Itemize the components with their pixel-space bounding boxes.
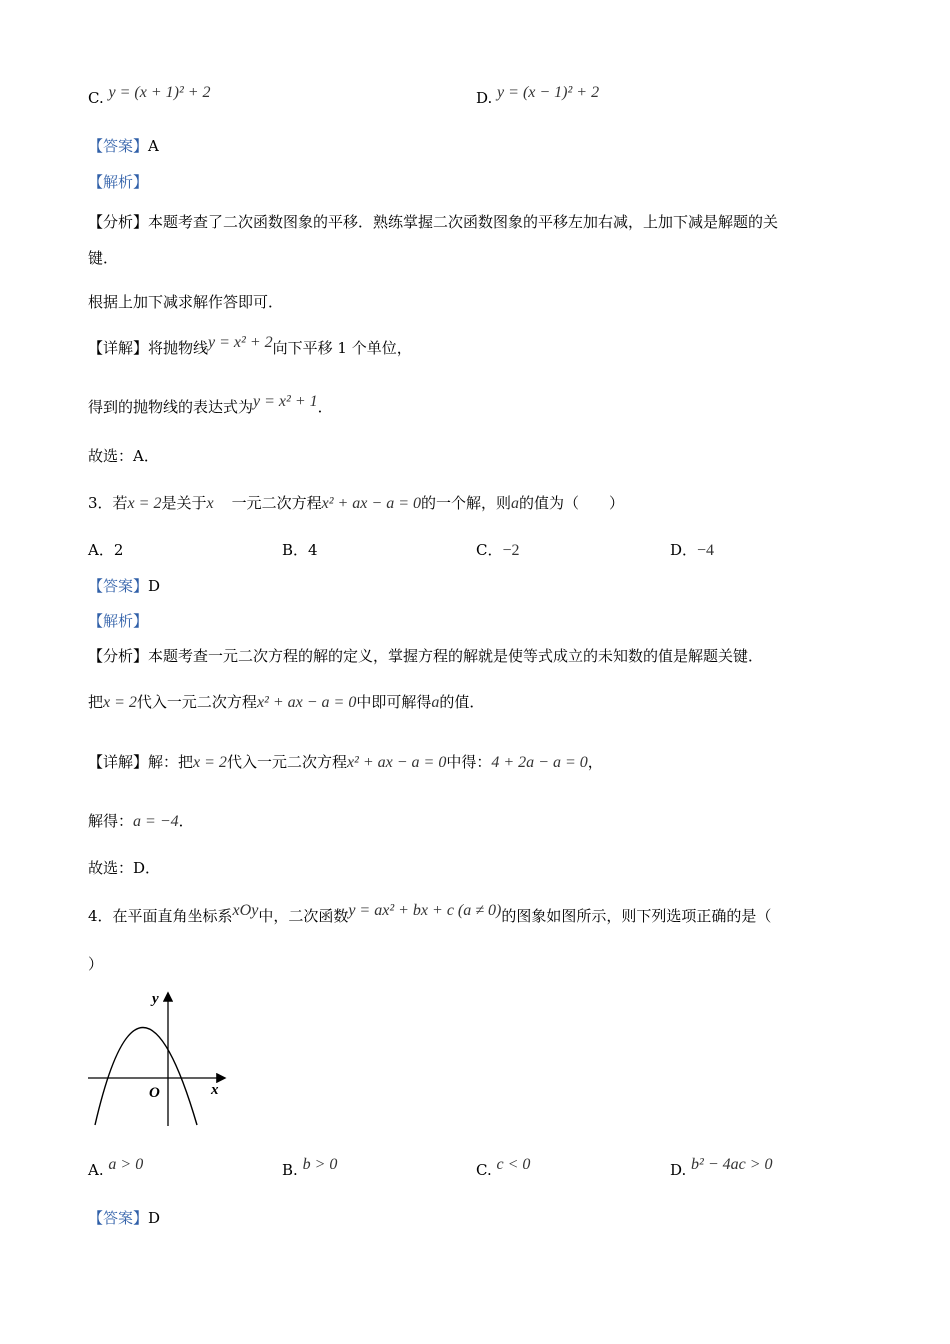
option-value: 4 bbox=[308, 541, 318, 559]
q2-answer bbox=[88, 136, 159, 156]
option-math: b² − 4ac > 0 bbox=[691, 1156, 773, 1173]
detail-text: 将抛物线 bbox=[148, 339, 209, 357]
q3-fenxi bbox=[88, 646, 763, 666]
stem-text: 中，二次函数 bbox=[258, 907, 349, 925]
q3-option-a bbox=[88, 540, 123, 560]
option-label: C. bbox=[88, 89, 104, 107]
analysis-tag: 【解析】 bbox=[88, 612, 149, 630]
q3-stem bbox=[88, 493, 624, 514]
q2-result bbox=[88, 393, 333, 418]
detail-math: y = x² + 2 bbox=[208, 334, 273, 351]
answer-value: D bbox=[148, 577, 161, 595]
detail-math: x = 2 bbox=[193, 754, 227, 771]
method-math: x = 2 bbox=[103, 694, 137, 711]
y-axis-label: y bbox=[152, 991, 159, 1007]
stem-math: a bbox=[511, 495, 519, 512]
x-axis-label: x bbox=[211, 1082, 219, 1098]
solve-text: ． bbox=[178, 812, 194, 830]
option-label: C. bbox=[476, 1161, 492, 1179]
option-label: D. bbox=[670, 1161, 687, 1179]
q4-option-b bbox=[282, 1156, 338, 1181]
answer-tag: 【答案】 bbox=[88, 1209, 149, 1227]
stem-math: xOy bbox=[232, 902, 259, 919]
q3-option-c bbox=[476, 540, 520, 561]
option-math: y = (x − 1)² + 2 bbox=[497, 84, 600, 101]
option-math: a > 0 bbox=[108, 1156, 144, 1173]
option-label: A. bbox=[88, 1161, 104, 1179]
stem-math: x² + ax − a = 0 bbox=[321, 495, 421, 512]
option-label: C． bbox=[476, 541, 503, 559]
detail-math: 4 + 2a − a = 0 bbox=[491, 754, 588, 771]
q2-fenxi-line1 bbox=[88, 212, 778, 232]
method-text: 中即可解得 bbox=[356, 693, 432, 711]
method-math: x² + ax − a = 0 bbox=[256, 694, 357, 711]
q2-analysis-tag bbox=[88, 172, 148, 192]
detail-text: 解：把 bbox=[148, 753, 194, 771]
detail-text: ， bbox=[587, 753, 603, 771]
detail-text: 中得： bbox=[446, 753, 492, 771]
q4-option-d bbox=[670, 1156, 773, 1181]
detail-tag: 【详解】 bbox=[88, 339, 149, 357]
method-text: 代入一元二次方程 bbox=[136, 693, 257, 711]
q3-analysis-tag bbox=[88, 611, 148, 631]
q4-option-c bbox=[476, 1156, 531, 1181]
option-label: D. bbox=[476, 89, 493, 107]
option-math: y = (x + 1)² + 2 bbox=[108, 84, 211, 101]
answer-value: D bbox=[148, 1209, 161, 1227]
q3-answer bbox=[88, 576, 160, 596]
result-text: 得到的抛物线的表达式为 bbox=[88, 398, 254, 416]
q3-detail bbox=[88, 752, 603, 773]
q4-answer bbox=[88, 1208, 160, 1228]
detail-tag: 【详解】 bbox=[88, 753, 149, 771]
q2-method: 根据上加下减求解作答即可． bbox=[88, 293, 284, 311]
q3-choose: 故选：D． bbox=[88, 859, 161, 877]
detail-text: 向下平移 1 个单位， bbox=[272, 339, 412, 357]
solve-text: 解得： bbox=[88, 812, 134, 830]
stem-math: y = ax² + bx + c (a ≠ 0) bbox=[348, 902, 502, 919]
stem-text: 3．若 bbox=[88, 494, 128, 512]
origin-label: O bbox=[149, 1085, 160, 1101]
fenxi-tag: 【分析】 bbox=[88, 213, 149, 231]
q3-method bbox=[88, 692, 484, 713]
option-label: A． bbox=[88, 541, 114, 559]
parabola-curve bbox=[95, 1028, 197, 1126]
method-text: 把 bbox=[88, 693, 104, 711]
analysis-tag: 【解析】 bbox=[88, 173, 149, 191]
method-math: a bbox=[431, 694, 440, 711]
fenxi-tag: 【分析】 bbox=[88, 647, 149, 665]
option-value: −2 bbox=[502, 542, 520, 559]
q2-choose: 故选：A． bbox=[88, 447, 159, 465]
option-value: −4 bbox=[697, 542, 715, 559]
answer-value: A bbox=[148, 137, 159, 155]
stem-text: 4．在平面直角坐标系 bbox=[88, 907, 233, 925]
stem-text: 一元二次方程 bbox=[231, 494, 322, 512]
option-label: D． bbox=[670, 541, 698, 559]
q2-option-c bbox=[88, 84, 211, 109]
detail-math: x² + ax − a = 0 bbox=[346, 754, 447, 771]
q2-option-d bbox=[476, 84, 600, 109]
q3-solve bbox=[88, 811, 194, 832]
option-math: b > 0 bbox=[302, 1156, 338, 1173]
fenxi-text: 本题考查了二次函数图象的平移．熟练掌握二次函数图象的平移左加右减，上加下减是解题的关 bbox=[148, 213, 779, 231]
stem-math: x = 2 bbox=[127, 495, 162, 512]
fenxi-text: 本题考查一元二次方程的解的定义，掌握方程的解就是使等式成立的未知数的值是解题关键． bbox=[148, 647, 764, 665]
answer-tag: 【答案】 bbox=[88, 137, 149, 155]
result-math: y = x² + 1 bbox=[253, 393, 318, 410]
q2-detail bbox=[88, 334, 412, 359]
answer-tag: 【答案】 bbox=[88, 577, 149, 595]
method-text: 的值． bbox=[439, 693, 485, 711]
option-label: B. bbox=[282, 1161, 298, 1179]
q4-stem-line2: ） bbox=[88, 955, 104, 973]
q2-fenxi-line2: 键． bbox=[88, 249, 119, 267]
detail-text: 代入一元二次方程 bbox=[226, 753, 347, 771]
option-label: B． bbox=[282, 541, 309, 559]
parabola-graph bbox=[86, 988, 232, 1130]
solve-math: a = −4 bbox=[133, 813, 179, 830]
q4-stem-line1 bbox=[88, 902, 772, 927]
stem-text: 的图象如图所示，则下列选项正确的是（ bbox=[501, 907, 772, 925]
stem-text: 的值为（ ） bbox=[519, 494, 625, 512]
result-text: ． bbox=[317, 398, 333, 416]
stem-math: x bbox=[206, 495, 214, 512]
stem-text: 的一个解，则 bbox=[420, 494, 511, 512]
option-value: 2 bbox=[113, 541, 124, 559]
q4-option-a bbox=[88, 1156, 144, 1181]
q3-option-b bbox=[282, 540, 318, 560]
stem-text: 是关于 bbox=[161, 494, 207, 512]
q3-option-d bbox=[670, 540, 714, 561]
option-math: c < 0 bbox=[496, 1156, 531, 1173]
